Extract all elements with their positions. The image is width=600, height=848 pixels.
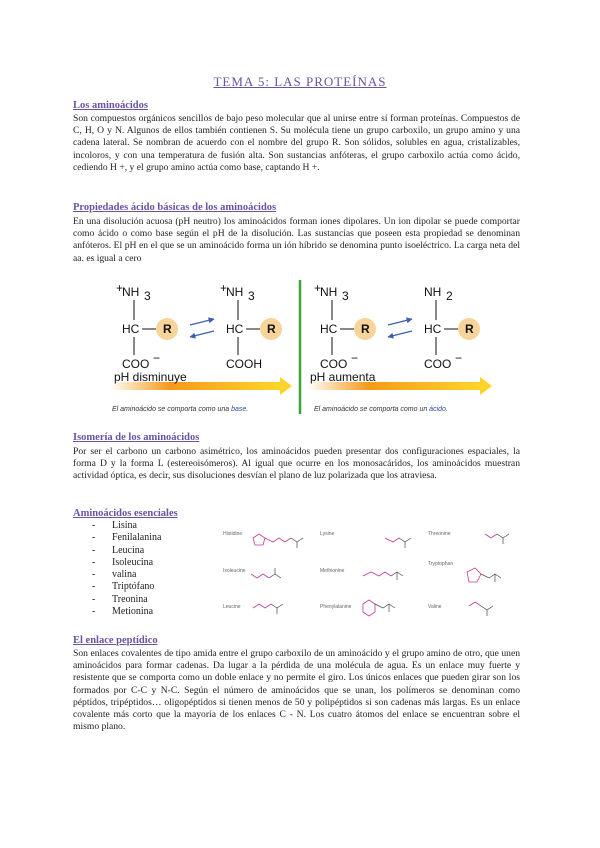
heading-enlace-peptidico: El enlace peptídico xyxy=(73,635,158,646)
structure-drawings xyxy=(245,520,525,620)
ph-decrease-label: pH disminuye xyxy=(114,370,187,384)
heading-isomeria: Isomería de los aminoácidos xyxy=(73,432,200,443)
charge-plus: + xyxy=(314,281,322,295)
structure-label: Lysine xyxy=(320,531,335,537)
list-item: - Treonina xyxy=(92,593,148,605)
ph-decrease-arrowhead xyxy=(280,377,292,395)
label-nh2: NH xyxy=(424,285,442,299)
caption-base: El aminoácido se comporta como una base. xyxy=(112,406,249,413)
essential-aminoacid-list xyxy=(92,520,161,618)
subscript-3: 3 xyxy=(342,289,349,303)
charge-minus: − xyxy=(455,351,463,365)
structure-label: Tryptophan xyxy=(428,561,454,567)
structure-label: Methionine xyxy=(320,568,345,574)
label-hc: HC xyxy=(122,322,140,336)
equilibrium-arrow-back-1 xyxy=(190,331,214,337)
heading-esenciales: Aminoácidos esenciales xyxy=(73,508,178,519)
structure-label: Threonine xyxy=(428,531,451,537)
heading-propiedades: Propiedades ácido básicas de los aminoácidos xyxy=(73,202,277,213)
label-r: R xyxy=(465,322,474,336)
molecule-cation-form xyxy=(220,281,282,371)
molecule-cation-side-1 xyxy=(116,281,178,371)
label-coo: COO xyxy=(122,357,150,371)
paragraph-propiedades: En una disolución acuosa (pH neutro) los aminoácidos forman iones dipolares. Un ion dipolar se puede comportar como ácido o como base según el pH de la disolución. Las sustancias que poseen esta propiedad se denominan anfóteros. El pH en el que se un aminoácido forma un ión híbrido se denomina punto isoeléctrico. La carga neta del aa. es igual a cero xyxy=(73,216,520,264)
label-nh3: NH xyxy=(122,285,140,299)
label-coo: COO xyxy=(320,357,348,371)
subscript-2: 2 xyxy=(446,289,453,303)
equilibrium-arrow-forward-2 xyxy=(388,319,412,325)
molecule-anion-form xyxy=(424,285,480,371)
molecule-zwitterion xyxy=(314,281,376,371)
charge-minus: − xyxy=(153,351,161,365)
structure-label: Isoleucine xyxy=(223,568,246,574)
paragraph-aminoacidos: Son compuestos orgánicos sencillos de bajo peso molecular que al unirse entre sí forman proteínas. Compuestos de C, H, O y N. Algunos de ellos también contienen S. Su molécula tiene un grupo carboxilo, un grupo amino y una cadena lateral. Se nombran de acuerdo con el nombre del grupo R. Son sólidos, solubles en agua, cristalizables, incoloros, y con una temperatura de fusión alta. Son sustancias anfóteras, el grupo carboxilo actúa como ácido, cediendo H +, y el grupo amino actúa como base, captando H +. xyxy=(73,113,520,173)
heading-aminoacidos: Los aminoácidos xyxy=(73,100,148,111)
paragraph-enlace-peptidico: Son enlaces covalentes de tipo amida entre el grupo carboxilo de un aminoácido y el grupo amino de otro, que unen aminoácidos para formar cadenas. Da lugar a la pérdida de una molécula de agua. Es un enlace muy fuerte y resistente que se comporta como un doble enlace y no permite el giro. Los únicos enlaces que pueden girar son los formados por C-C y N-C. Según el número de aminoácidos que se unan, los polímeros se denominan como péptidos, tripéptidos… oligopéptidos si tienen menos de 50 y polipéptidos si son cadenas más largas. Es un enlace covalente más corto que la mayoría de los enlaces C - N. Los cuatro átomos del enlace se encuentran sobre el mismo plano. xyxy=(73,648,520,733)
amphoteric-figure xyxy=(110,278,500,418)
list-item: - Lisina xyxy=(92,520,137,531)
label-r: R xyxy=(361,322,370,336)
list-item: - Fenilalanina xyxy=(92,532,162,544)
structure-label: Valine xyxy=(428,604,442,610)
list-item: - Leucina xyxy=(92,544,145,556)
label-cooh: COOH xyxy=(226,357,262,371)
ph-increase-label: pH aumenta xyxy=(310,370,376,384)
structure-label: Phenylalanine xyxy=(320,604,352,610)
list-item: - Isoleucina xyxy=(92,556,154,568)
list-item: - valina xyxy=(92,569,137,581)
label-hc: HC xyxy=(320,322,338,336)
label-nh3: NH xyxy=(226,285,244,299)
charge-plus: + xyxy=(116,281,124,295)
caption-acid: El aminoácido se comporta como un ácido. xyxy=(314,406,448,413)
equilibrium-arrow-back-2 xyxy=(388,331,412,337)
label-r: R xyxy=(163,322,172,336)
label-hc: HC xyxy=(226,322,244,336)
equilibrium-arrow-forward-1 xyxy=(190,319,214,325)
label-r: R xyxy=(267,322,276,336)
ph-increase-arrowhead xyxy=(480,377,492,395)
page-title: TEMA 5: LAS PROTEÍNAS xyxy=(213,74,387,89)
subscript-3: 3 xyxy=(248,289,255,303)
paragraph-isomeria: Por ser el carbono un carbono asimétrico, los aminoácidos pueden presentar dos configuraciones espaciales, la forma D y la forma L (estereoisómeros). Al igual que ocurre en los monosacáridos, los aminoácidos muestran actividad óptica, es decir, sus disoluciones desvían el plano de luz polarizada que los atraviesa. xyxy=(73,446,520,482)
subscript-3: 3 xyxy=(144,289,151,303)
label-hc: HC xyxy=(424,322,442,336)
list-item: - Triptófano xyxy=(92,581,155,593)
charge-minus: − xyxy=(351,351,359,365)
structure-label: Histidine xyxy=(223,531,243,537)
label-nh3: NH xyxy=(320,285,338,299)
charge-plus: + xyxy=(220,281,228,295)
list-item: - Metionina xyxy=(92,606,154,618)
label-coo: COO xyxy=(424,357,452,371)
structure-label: Leucine xyxy=(223,604,241,610)
